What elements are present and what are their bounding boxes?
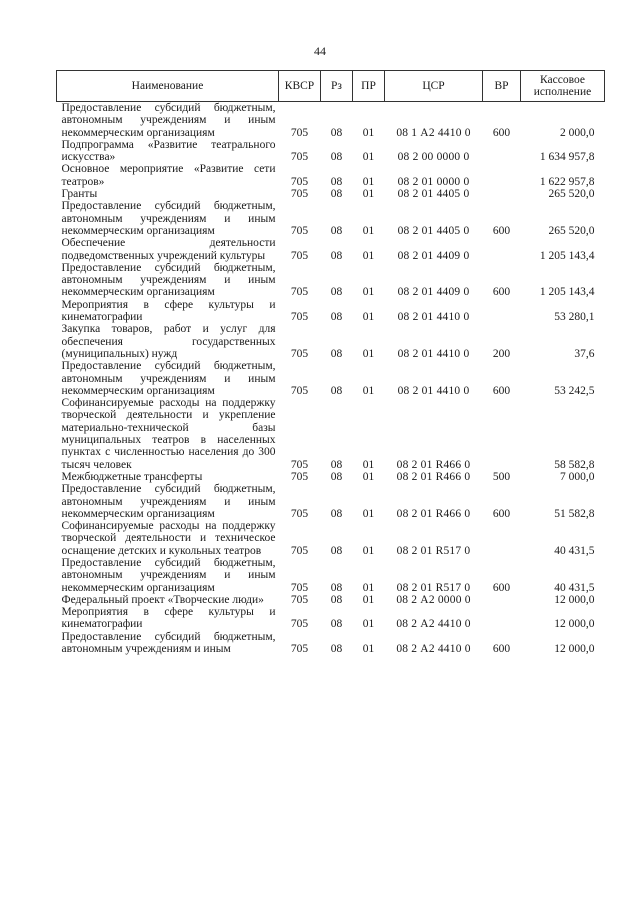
cell-csr: 08 2 01 R517 0 xyxy=(396,544,471,557)
table-row xyxy=(57,471,605,483)
cell-name: Межбюджетные трансферты xyxy=(61,470,203,483)
cell-csr: 08 2 01 R466 0 xyxy=(396,470,471,483)
header-kvsr: КВСР xyxy=(279,71,321,102)
cell-csr: 08 2 01 R517 0 xyxy=(396,581,471,594)
cell-name: Софинансируемые расходы на поддержку творческой деятельности и техническое оснащение детских и кукольных театров xyxy=(61,520,276,557)
cell-vr: 600 xyxy=(492,286,511,299)
table-row xyxy=(57,323,605,360)
cell-name: Предоставление субсидий бюджетным, автономным учреждениям и иным некоммерческим организациям xyxy=(61,556,276,594)
cell-kvsr: 705 xyxy=(290,126,309,139)
cell-csr: 08 2 01 4405 0 xyxy=(397,188,470,201)
cell-amount: 37,6 xyxy=(574,347,595,360)
cell-kvsr: 705 xyxy=(290,593,309,606)
cell-kvsr: 705 xyxy=(290,581,309,594)
cell-csr: 08 2 01 4409 0 xyxy=(397,249,470,262)
cell-pr: 01 xyxy=(362,249,375,262)
table-row xyxy=(57,262,605,299)
table-row xyxy=(57,557,605,594)
budget-table-container xyxy=(56,70,604,655)
cell-amount: 1 634 957,8 xyxy=(539,151,595,164)
cell-rz: 08 xyxy=(330,347,343,360)
cell-name: Предоставление субсидий бюджетным, автономным учреждениям и иным некоммерческим организациям xyxy=(61,360,276,397)
table-row xyxy=(57,360,605,397)
cell-vr xyxy=(483,594,521,606)
cell-name: Обеспечение деятельности подведомственных учреждений культуры xyxy=(61,237,276,262)
cell-amount: 12 000,0 xyxy=(554,593,595,606)
cell-name: Предоставление субсидий бюджетным, автономным учреждениям и иным xyxy=(61,630,276,656)
cell-rz: 08 xyxy=(330,286,343,299)
cell-pr: 01 xyxy=(362,544,375,557)
cell-vr: 600 xyxy=(492,126,511,139)
cell-csr: 08 2 01 0000 0 xyxy=(397,175,470,188)
cell-kvsr: 705 xyxy=(290,544,309,557)
cell-pr: 01 xyxy=(362,175,375,188)
header-pr: ПР xyxy=(353,71,385,102)
cell-kvsr: 705 xyxy=(290,249,309,262)
cell-kvsr: 705 xyxy=(290,224,309,237)
table-row xyxy=(57,520,605,557)
cell-rz: 08 xyxy=(330,151,343,164)
table-header-row xyxy=(57,71,605,102)
cell-pr: 01 xyxy=(362,286,375,299)
table-row xyxy=(57,139,605,164)
page-number: 44 xyxy=(314,44,326,58)
cell-kvsr: 705 xyxy=(290,470,309,483)
budget-table xyxy=(56,70,605,655)
cell-rz: 08 xyxy=(330,188,343,201)
header-vr: ВР xyxy=(483,71,521,102)
cell-kvsr: 705 xyxy=(290,458,309,471)
table-row xyxy=(57,237,605,262)
cell-amount: 12 000,0 xyxy=(554,618,595,631)
cell-amount: 1 622 957,8 xyxy=(539,175,595,188)
cell-vr: 600 xyxy=(492,384,511,397)
cell-vr: 600 xyxy=(492,643,511,656)
cell-rz: 08 xyxy=(330,175,343,188)
cell-name: Софинансируемые расходы на поддержку творческой деятельности и укрепление материально-технической базы муниципальных театров в населенных пунктах с численностью населения до 300 тысяч человек xyxy=(61,397,276,471)
cell-rz: 08 xyxy=(330,507,343,520)
cell-csr: 08 2 01 R466 0 xyxy=(396,458,471,471)
cell-vr xyxy=(483,237,521,262)
cell-vr: 200 xyxy=(492,347,511,360)
cell-pr: 01 xyxy=(362,618,375,631)
cell-kvsr: 705 xyxy=(290,151,309,164)
cell-csr: 08 2 01 4410 0 xyxy=(397,311,470,324)
cell-rz: 08 xyxy=(330,126,343,139)
cell-amount: 265 520,0 xyxy=(548,188,595,201)
cell-amount: 53 242,5 xyxy=(554,384,595,397)
table-row xyxy=(57,594,605,606)
cell-csr: 08 2 01 4410 0 xyxy=(397,384,470,397)
cell-kvsr: 705 xyxy=(290,175,309,188)
cell-rz: 08 xyxy=(330,581,343,594)
table-row xyxy=(57,188,605,200)
cell-rz: 08 xyxy=(330,249,343,262)
table-body xyxy=(57,102,605,656)
cell-vr: 600 xyxy=(492,581,511,594)
cell-rz: 08 xyxy=(330,224,343,237)
cell-vr xyxy=(483,139,521,164)
cell-rz: 08 xyxy=(330,544,343,557)
table-row xyxy=(57,631,605,656)
cell-rz: 08 xyxy=(330,593,343,606)
cell-amount: 12 000,0 xyxy=(554,643,595,656)
cell-pr: 01 xyxy=(362,151,375,164)
cell-pr: 01 xyxy=(362,593,375,606)
cell-pr: 01 xyxy=(362,126,375,139)
table-row xyxy=(57,299,605,324)
cell-kvsr: 705 xyxy=(290,643,309,656)
cell-kvsr: 705 xyxy=(290,347,309,360)
cell-pr: 01 xyxy=(362,311,375,324)
cell-csr: 08 1 А2 4410 0 xyxy=(396,126,471,139)
cell-name: Подпрограмма «Развитие театрального искусства» xyxy=(61,138,276,164)
cell-pr: 01 xyxy=(362,470,375,483)
cell-pr: 01 xyxy=(362,507,375,520)
cell-amount: 265 520,0 xyxy=(548,224,595,237)
cell-rz: 08 xyxy=(330,618,343,631)
header-csr: ЦСР xyxy=(385,71,483,102)
cell-name: Предоставление субсидий бюджетным, автономным учреждениям и иным некоммерческим организациям xyxy=(61,261,276,299)
cell-amount: 58 582,8 xyxy=(554,458,595,471)
cell-name: Предоставление субсидий бюджетным, автономным учреждениям и иным некоммерческим организациям xyxy=(61,200,276,237)
cell-csr: 08 2 А2 4410 0 xyxy=(396,643,471,656)
cell-amount: 53 280,1 xyxy=(554,311,595,324)
table-row xyxy=(57,102,605,139)
header-name: Наименование xyxy=(57,71,279,102)
cell-kvsr: 705 xyxy=(290,618,309,631)
cell-rz: 08 xyxy=(330,311,343,324)
cell-vr xyxy=(483,188,521,200)
cell-name: Предоставление субсидий бюджетным, автономным учреждениям и иным некоммерческим организациям xyxy=(61,483,276,520)
cell-vr xyxy=(483,163,521,188)
cell-vr: 600 xyxy=(492,224,511,237)
cell-vr: 600 xyxy=(492,507,511,520)
cell-rz: 08 xyxy=(330,458,343,471)
cell-csr: 08 2 01 R466 0 xyxy=(396,507,471,520)
cell-pr: 01 xyxy=(362,188,375,201)
cell-rz: 08 xyxy=(330,470,343,483)
cell-name: Федеральный проект «Творческие люди» xyxy=(61,593,264,606)
cell-vr xyxy=(483,299,521,324)
cell-pr: 01 xyxy=(362,643,375,656)
cell-kvsr: 705 xyxy=(290,286,309,299)
header-rz: Рз xyxy=(321,71,353,102)
cell-name: Мероприятия в сфере культуры и кинематографии xyxy=(61,298,276,324)
cell-rz: 08 xyxy=(330,643,343,656)
cell-pr: 01 xyxy=(362,384,375,397)
cell-vr xyxy=(483,606,521,631)
cell-amount: 1 205 143,4 xyxy=(539,286,595,299)
cell-name: Предоставление субсидий бюджетным, автономным учреждениям и иным некоммерческим организациям xyxy=(61,102,276,139)
cell-pr: 01 xyxy=(362,224,375,237)
cell-vr xyxy=(483,397,521,471)
cell-csr: 08 2 01 4409 0 xyxy=(397,286,470,299)
table-row xyxy=(57,163,605,188)
cell-rz: 08 xyxy=(330,384,343,397)
cell-pr: 01 xyxy=(362,458,375,471)
cell-name: Гранты xyxy=(61,188,98,201)
header-amount: Кассовое исполнение xyxy=(521,71,605,102)
cell-pr: 01 xyxy=(362,347,375,360)
cell-amount: 40 431,5 xyxy=(554,544,595,557)
cell-vr: 500 xyxy=(492,470,511,483)
cell-name: Мероприятия в сфере культуры и кинематографии xyxy=(61,606,276,631)
cell-vr xyxy=(483,520,521,557)
cell-csr: 08 2 01 4410 0 xyxy=(397,347,470,360)
cell-kvsr: 705 xyxy=(290,507,309,520)
table-row xyxy=(57,606,605,631)
table-row xyxy=(57,483,605,520)
cell-kvsr: 705 xyxy=(290,384,309,397)
cell-amount: 7 000,0 xyxy=(560,470,595,483)
cell-amount: 2 000,0 xyxy=(560,126,595,139)
cell-amount: 51 582,8 xyxy=(554,507,595,520)
cell-amount: 1 205 143,4 xyxy=(539,249,595,262)
cell-pr: 01 xyxy=(362,581,375,594)
cell-kvsr: 705 xyxy=(290,188,309,201)
cell-name: Основное мероприятие «Развитие сети театров» xyxy=(61,163,276,188)
cell-kvsr: 705 xyxy=(290,311,309,324)
cell-csr: 08 2 А2 0000 0 xyxy=(396,593,471,606)
cell-csr: 08 2 01 4405 0 xyxy=(397,224,470,237)
cell-csr: 08 2 А2 4410 0 xyxy=(396,618,471,631)
cell-name: Закупка товаров, работ и услуг для обеспечения государственных (муниципальных) нужд xyxy=(61,323,276,360)
table-row xyxy=(57,397,605,471)
cell-amount: 40 431,5 xyxy=(554,581,595,594)
table-row xyxy=(57,200,605,237)
cell-csr: 08 2 00 0000 0 xyxy=(397,151,470,164)
